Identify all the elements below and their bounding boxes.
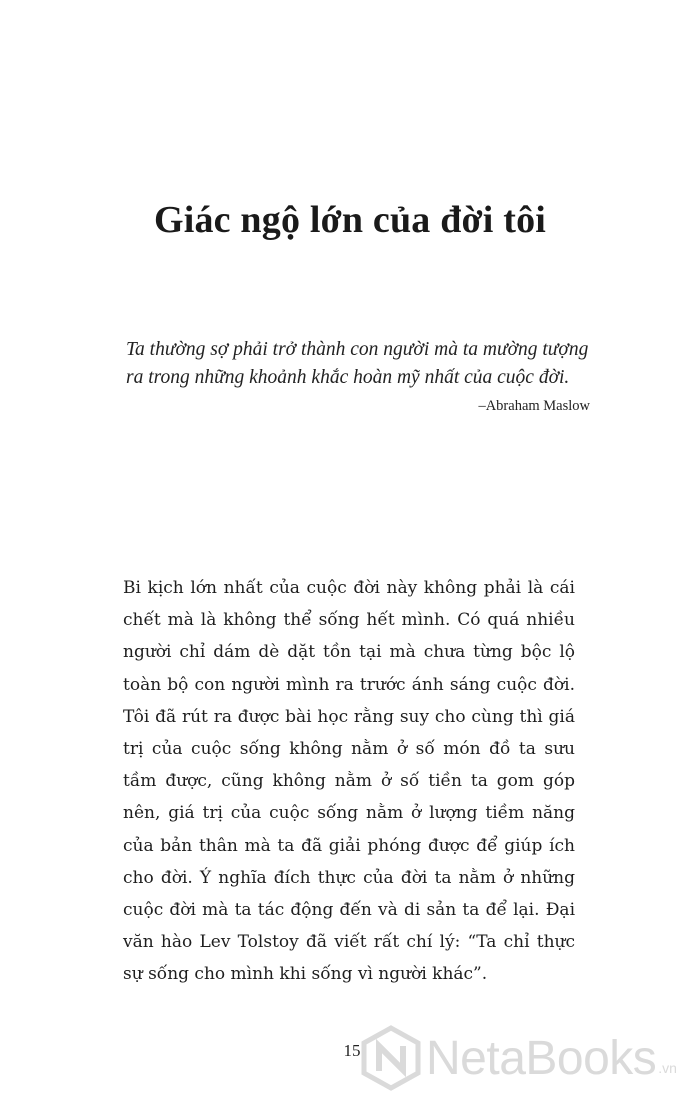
chapter-title: Giác ngộ lớn của đời tôi	[153, 199, 547, 241]
watermark	[360, 1020, 677, 1096]
epigraph-author: –Abraham Maslow	[478, 398, 590, 414]
netabooks-logo-icon	[360, 1025, 422, 1091]
epigraph	[126, 336, 596, 416]
body-paragraph: Bi kịch lớn nhất của cuộc đời này không phải là cái chết mà là không thể sống hết mình. Có quá nhiều người chỉ dám dè dặt tồn tại mà chưa từng bộc lộ toàn bộ con người mình ra trước ánh sáng cuộc đời. Tôi đã rút ra được bài học rằng suy cho cùng thì giá trị của cuộc sống không nằm ở số món đồ ta sưu tầm được, cũng không nằm ở số tiền ta gom góp nên, giá trị của cuộc sống nằm ở lượng tiềm năng của bản thân mà ta đã giải phóng được để giúp ích cho đời. Ý nghĩa đích thực của đời ta nằm ở những cuộc đời mà ta tác động đến và di sản ta để lại. Đại văn hào Lev Tolstoy đã viết rất chí lý: “Ta chỉ thực sự sống cho mình khi sống vì người khác”.	[123, 578, 575, 985]
page-number: 15	[343, 1041, 361, 1060]
watermark-brand: NetaBooks	[426, 1031, 657, 1085]
epigraph-quote: Ta thường sợ phải trở thành con người mà ta mường tượng ra trong những khoảnh khắc hoàn mỹ nhất của cuộc đời.	[126, 339, 589, 388]
watermark-suffix: .vn	[658, 1060, 677, 1076]
